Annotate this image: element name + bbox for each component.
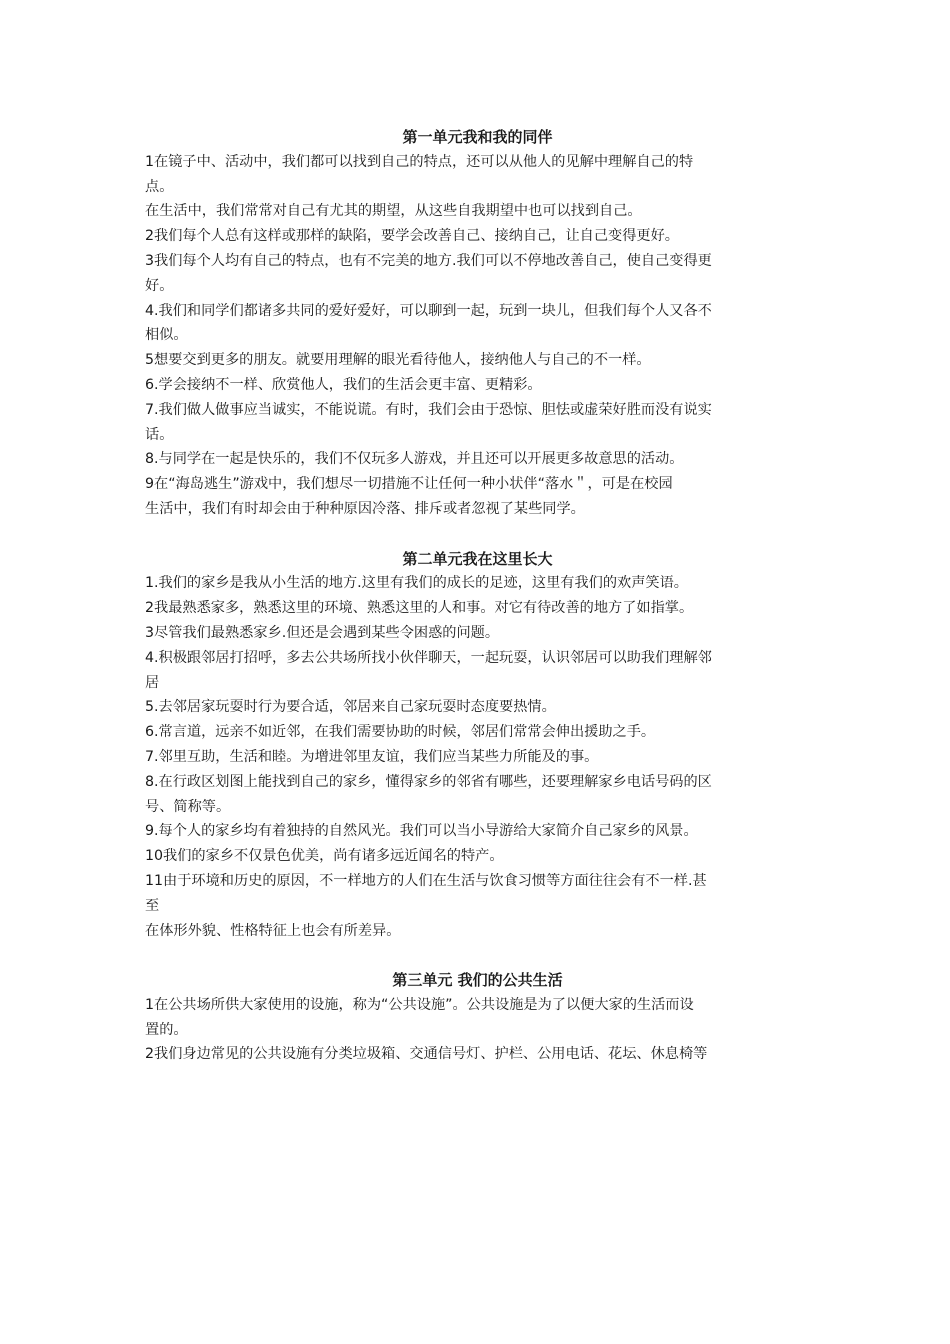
text-line: 1在镜子中、活动中，我们都可以找到自己的特点，还可以从他人的见解中理解自己的特 [145,153,694,170]
text-line: 4.积极跟邻居打招呼，多去公共场所找小伙伴聊天，一起玩耍，认识邻居可以助我们理解邻 居 [145,649,712,691]
section-title: 第三单元 我们的公共生活 [392,971,563,990]
text-line: 11由于环境和历史的原因，不一样地方的人们在生活与饮食习惯等方面往往会有不一样.甚 至 [145,872,707,914]
text-line: 7.我们做人做事应当诚实，不能说谎。有时，我们会由于恐惊、胆怯或虚荣好胜而没有说实 [145,401,712,418]
text-line: 生活中，我们有时却会由于种种原因冷落、排斥或者忽视了某些同学。 [145,500,585,517]
text-line: 2我最熟悉家多，熟悉这里的环境、熟悉这里的人和事。对它有待改善的地方了如指掌。 [145,600,694,617]
text-line: 6.常言道，远亲不如近邻，在我们需要协助的时候，邻居们常常会伸出援助之手。 [145,724,656,741]
text-line: 5.去邻居家玩耍时行为要合适，邻居来自己家玩耍时态度要热情。 [145,699,556,716]
text-line: 4.我们和同学们都诸多共同的爱好爱好，可以聊到一起，玩到一块儿，但我们每个人又各不 [145,302,712,319]
text-line: 点。 [145,178,174,195]
text-line: 3尽管我们最熟悉家乡.但还是会遇到某些令困惑的问题。 [145,624,500,641]
text-line: 2我们身边常见的公共设施有分类垃圾箱、交通信号灯、护栏、公用电话、花坛、休息椅等 [145,1046,708,1063]
text-line: 号、简称等。 [145,798,231,815]
text-line: 话。 [145,426,174,443]
text-line: 10我们的家乡不仅景色优美，尚有诸多远近闻名的特产。 [145,848,504,865]
text-line: 3我们每个人均有自己的特点，也有不完美的地方.我们可以不停地改善自己，使自己变得更 [145,252,712,269]
section-spacer [145,522,810,547]
text-line: 1在公共场所供大家使用的设施，称为“公共设施”。公共设施是为了以便大家的生活而设 [145,996,694,1013]
text-line: 9在“海岛逃生”游戏中，我们想尽一切措施不让任何一种小状伴“落水＂，可是在校园 [145,476,673,493]
text-line: 好。 [145,277,174,294]
text-line: 相似。 [145,327,188,344]
section-title: 第一单元我和我的同伴 [402,128,553,146]
section-title: 第二单元我在这里长大 [402,549,553,568]
text-line: 8.与同学在一起是快乐的，我们不仅玩多人游戏，并且还可以开展更多故意思的活动。 [145,451,684,468]
text-line: 置的。 [145,1021,188,1038]
text-line: 在体形外貌、性格特征上也会有所差异。 [145,922,401,939]
text-line: 6.学会接纳不一样、欣赏他人，我们的生活会更丰富、更精彩。 [145,376,542,393]
text-line: 在生活中，我们常常对自己有尤其的期望，从这些自我期望中也可以找到自己。 [145,203,642,220]
text-line: 8.在行政区划图上能找到自己的家乡，懂得家乡的邻省有哪些，还要理解家乡电话号码的区 [145,773,712,790]
text-line: 5想要交到更多的朋友。就要用理解的眼光看待他人，接纳他人与自己的不一样。 [145,352,651,369]
text-line: 9.每个人的家乡均有着独持的自然风光。我们可以当小导游给大家简介自己家乡的风景。 [145,823,698,840]
text-line: 2我们每个人总有这样或那样的缺陷，要学会改善自己、接纳自己，让自己变得更好。 [145,228,679,245]
text-line: 7.邻里互助，生活和睦。为增进邻里友谊，我们应当某些力所能及的事。 [145,748,599,765]
document-body [145,125,810,1067]
section-spacer [145,943,810,968]
text-line: 1.我们的家乡是我从小生活的地方.这里有我们的成长的足迹，这里有我们的欢声笑语。 [145,575,688,592]
